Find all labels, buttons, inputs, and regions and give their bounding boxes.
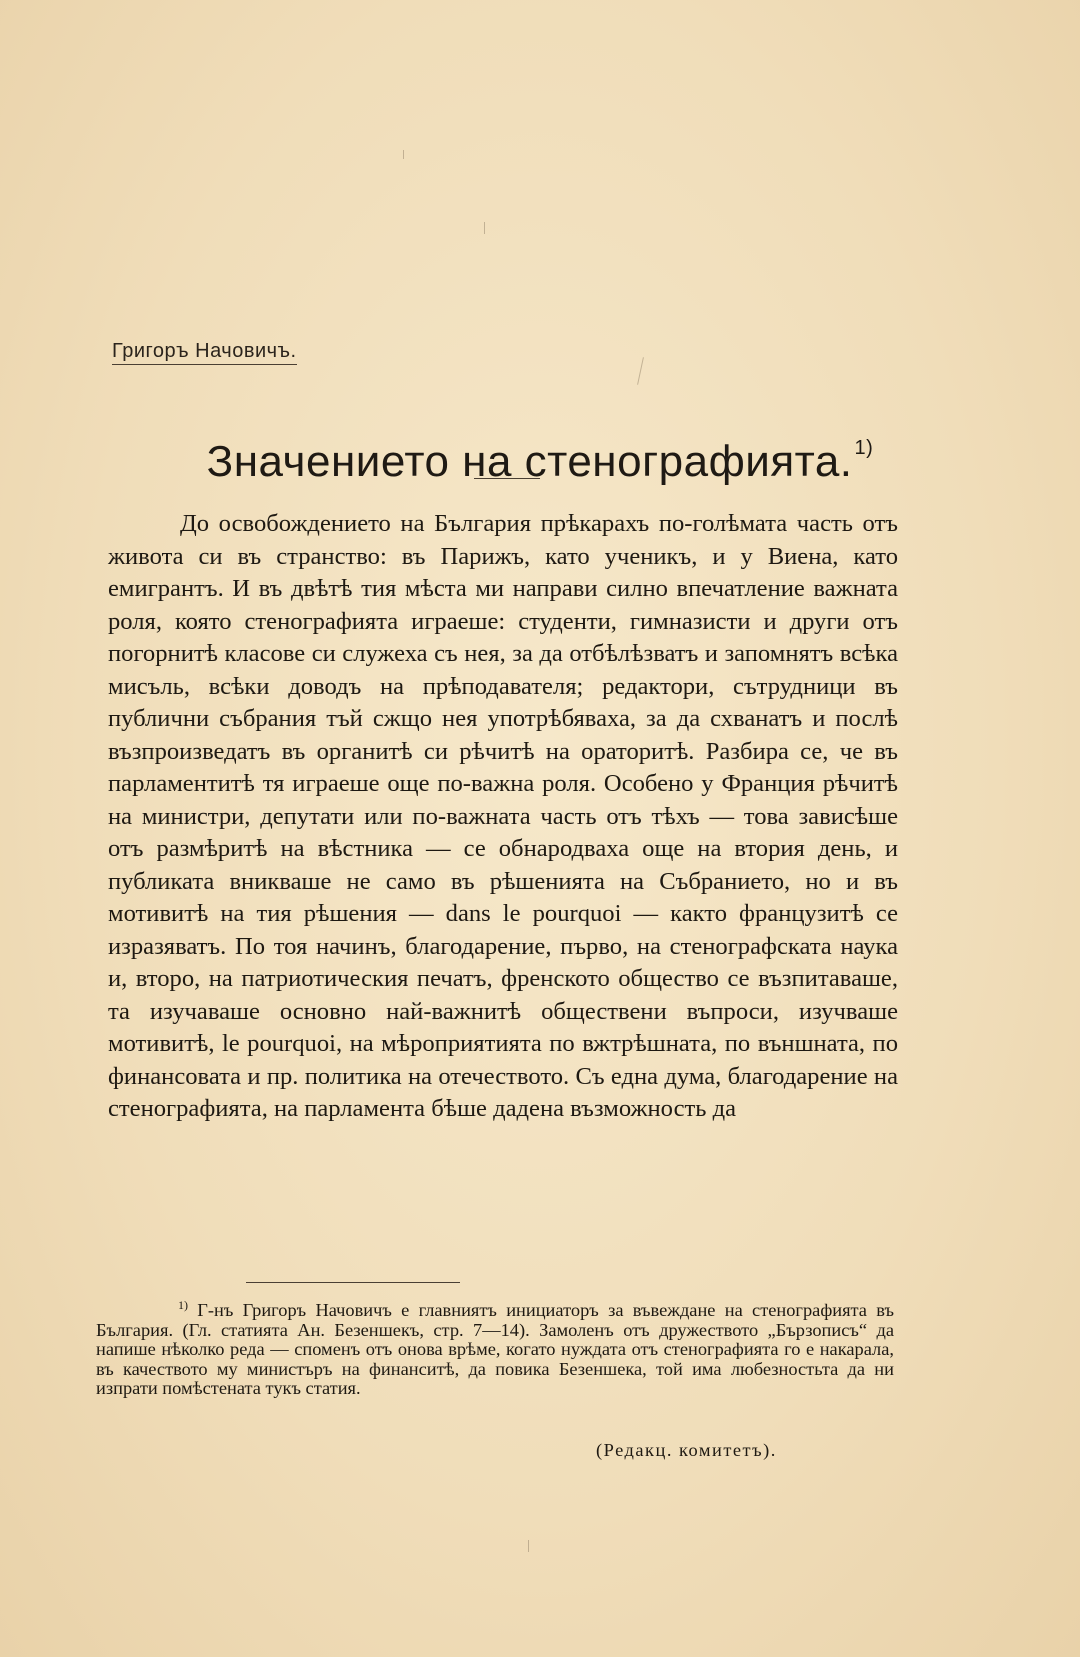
author-name: Григоръ Начовичъ.: [112, 340, 297, 365]
article-title-text: Значението на стенографията.: [206, 437, 853, 487]
footnote-text: Г-нъ Григоръ Начовичъ е главниятъ инициаторъ за въвеждане на стенографията въ България. (Гл. статията Ан. Безеншекъ, стр. 7—14). Замоленъ отъ дружеството „Бързописъ“ да напише нѣколко реда — споменъ отъ онова врѣме, когато нуждата отъ стенографията го е накарала, въ качеството му министъръ на финанситѣ, да повика Безеншека, той има любезностьта да ни изпрати помѣстената тукъ статия.: [96, 1300, 894, 1398]
article-title: [0, 437, 1080, 487]
footnote-mark: 1): [178, 1298, 188, 1312]
footnote: [96, 1296, 894, 1399]
footnote-divider: [246, 1282, 460, 1283]
paper-speck: [528, 1540, 529, 1552]
paper-speck: [403, 150, 404, 159]
title-divider: [474, 478, 540, 479]
paper-speck: [637, 357, 644, 385]
article-body: До освобождението на България прѣкарахъ по-голѣмата часть отъ живота си въ странство: въ Парижъ, като ученикъ, и у Виена, като емигрантъ. И въ двѣтѣ тия мѣста ми направи силно впечатление важната роля, която стенографията играеше: студенти, гимназисти и други отъ погорнитѣ класове си служеха съ нея, за да отбѣлѣзватъ и запомнятъ всѣка мисъль, всѣки доводъ на прѣподавателя; редактори, сътрудници въ публични събрания тъй сжщо нея употрѣбяваха, за да схванатъ и послѣ възпроизведатъ въ органитѣ си рѣчитѣ на ораторитѣ. Разбира се, че въ парламентитѣ тя играеше още по-важна роля. Особено у Франция рѣчитѣ на министри, депутати или по-важната часть отъ тѣхъ — това зависѣше отъ размѣритѣ на вѣстника — се обнародваха още на втория день, и публиката вникваше не само въ рѣшенията на Събранието, но и въ мотивитѣ на тия рѣшения — dans le pourquoi — както французитѣ се изразяватъ. По тоя начинъ, благодарение, първо, на стенографската наука и, второ, на патриотическия печатъ, френското общество се възпитаваше, та изучаваше основно най-важнитѣ обществени въпроси, изучваше мотивитѣ, le pourquoi, на мѣроприятията по вжтрѣшната, по външната, по финансовата и пр. политика на отечеството. Съ една дума, благодарение на стенографията, на парламента бѣше дадена възможность да: [108, 510, 898, 1122]
title-footnote-mark: 1): [854, 437, 874, 460]
footnote-signoff: (Редакц. комитетъ).: [596, 1440, 777, 1460]
paper-speck: [484, 222, 485, 234]
